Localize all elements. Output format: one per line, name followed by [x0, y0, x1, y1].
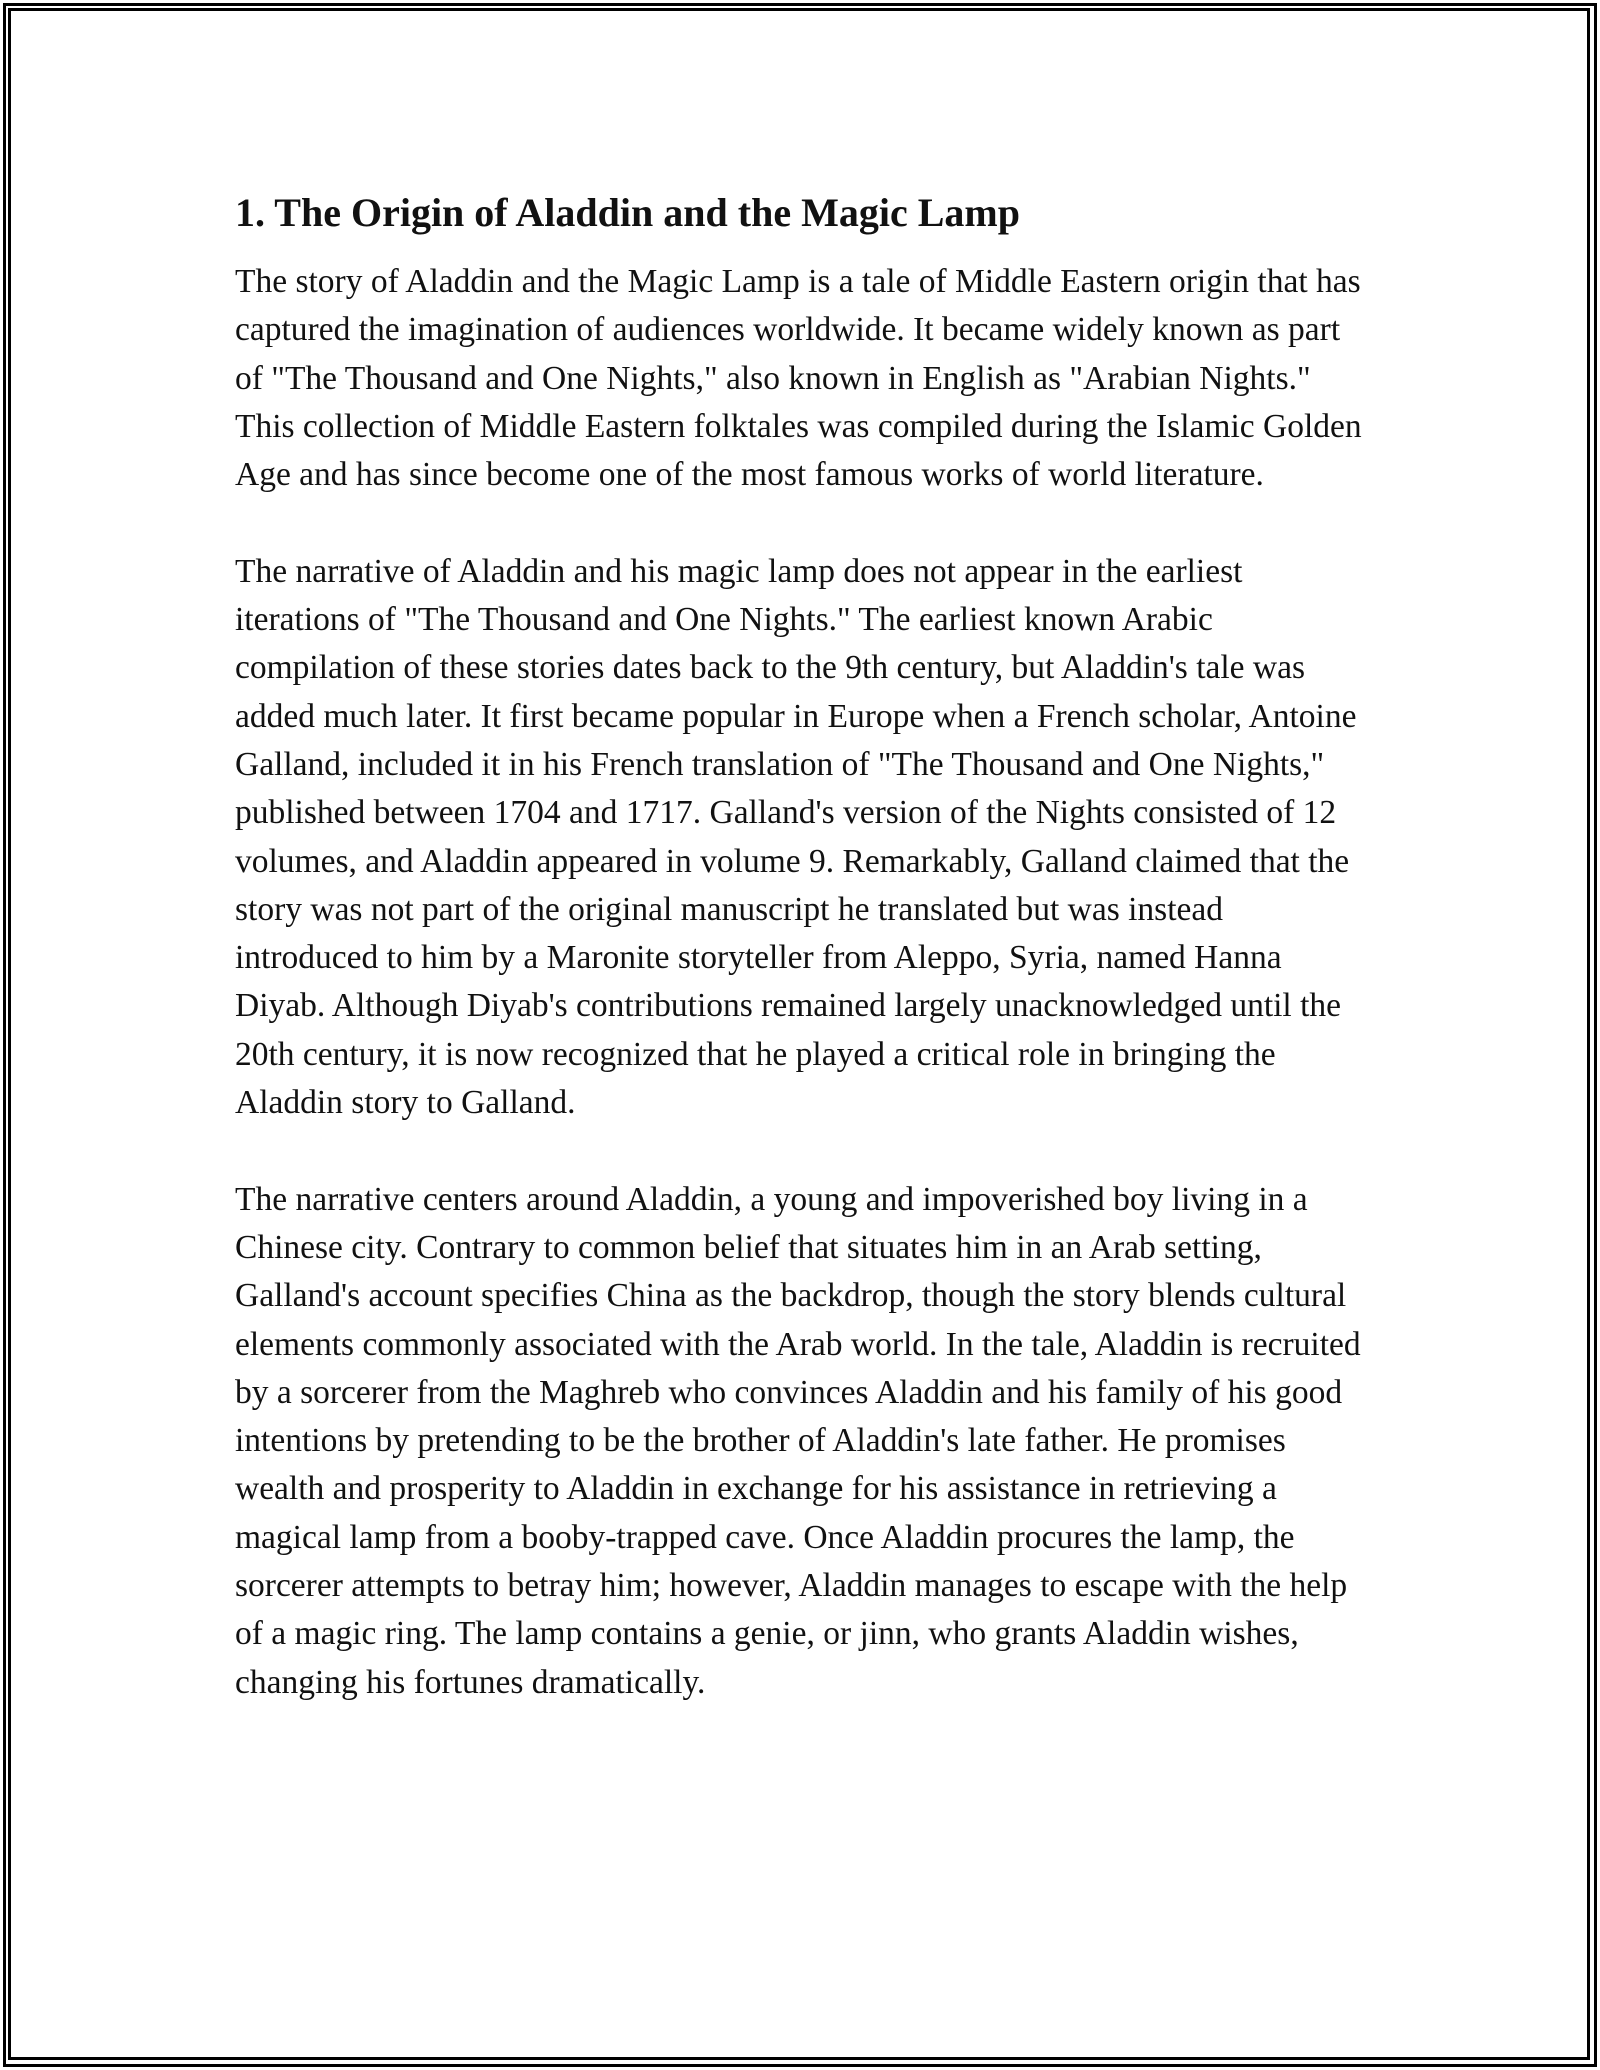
paragraph-1: The story of Aladdin and the Magic Lamp is a tale of Middle Eastern origin that has captured the imagination of audiences worldwide. It became widely known as part of "The Thousand and One Nights," also known in English as "Arabian Nights." This collection of Middle Eastern folktales was compiled during the Islamic Golden Age and has since become one of the most famous works of world literature. [235, 263, 1362, 494]
section-heading: 1. The Origin of Aladdin and the Magic Lamp [235, 190, 1020, 235]
paragraph-3: The narrative centers around Aladdin, a young and impoverished boy living in a Chinese city. Contrary to common belief that situates him in an Arab setting, Galland's account specifies China as the backdrop, though the story blends cultural elements commonly associated with the Arab world. In the tale, Aladdin is recruited by a sorcerer from the Maghreb who convinces Aladdin and his family of his good intentions by pretending to be the brother of Aladdin's late father. He promises wealth and prosperity to Aladdin in exchange for his assistance in retrieving a magical lamp from a booby-trapped cave. Once Aladdin procures the lamp, the sorcerer attempts to betray him; however, Aladdin manages to escape with the help of a magic ring. The lamp contains a genie, or jinn, who grants Aladdin wishes, changing his fortunes dramatically. [235, 1180, 1361, 1701]
paragraph-2: The narrative of Aladdin and his magic lamp does not appear in the earliest iterations of "The Thousand and One Nights." The earliest known Arabic compilation of these stories dates back to the 9th century, but Aladdin's tale was added much later. It first became popular in Europe when a French scholar, Antoine Galland, included it in his French translation of "The Thousand and One Nights," published between 1704 and 1717. Galland's version of the Nights consisted of 12 volumes, and Aladdin appeared in volume 9. Remarkably, Galland claimed that the story was not part of the original manuscript he translated but was instead introduced to him by a Maronite storyteller from Aleppo, Syria, named Hanna Diyab. Although Diyab's contributions remained largely unacknowledged until the 20th century, it is now recognized that he played a critical role in bringing the Aladdin story to Galland. [235, 552, 1357, 1122]
document-body [235, 186, 1365, 1755]
